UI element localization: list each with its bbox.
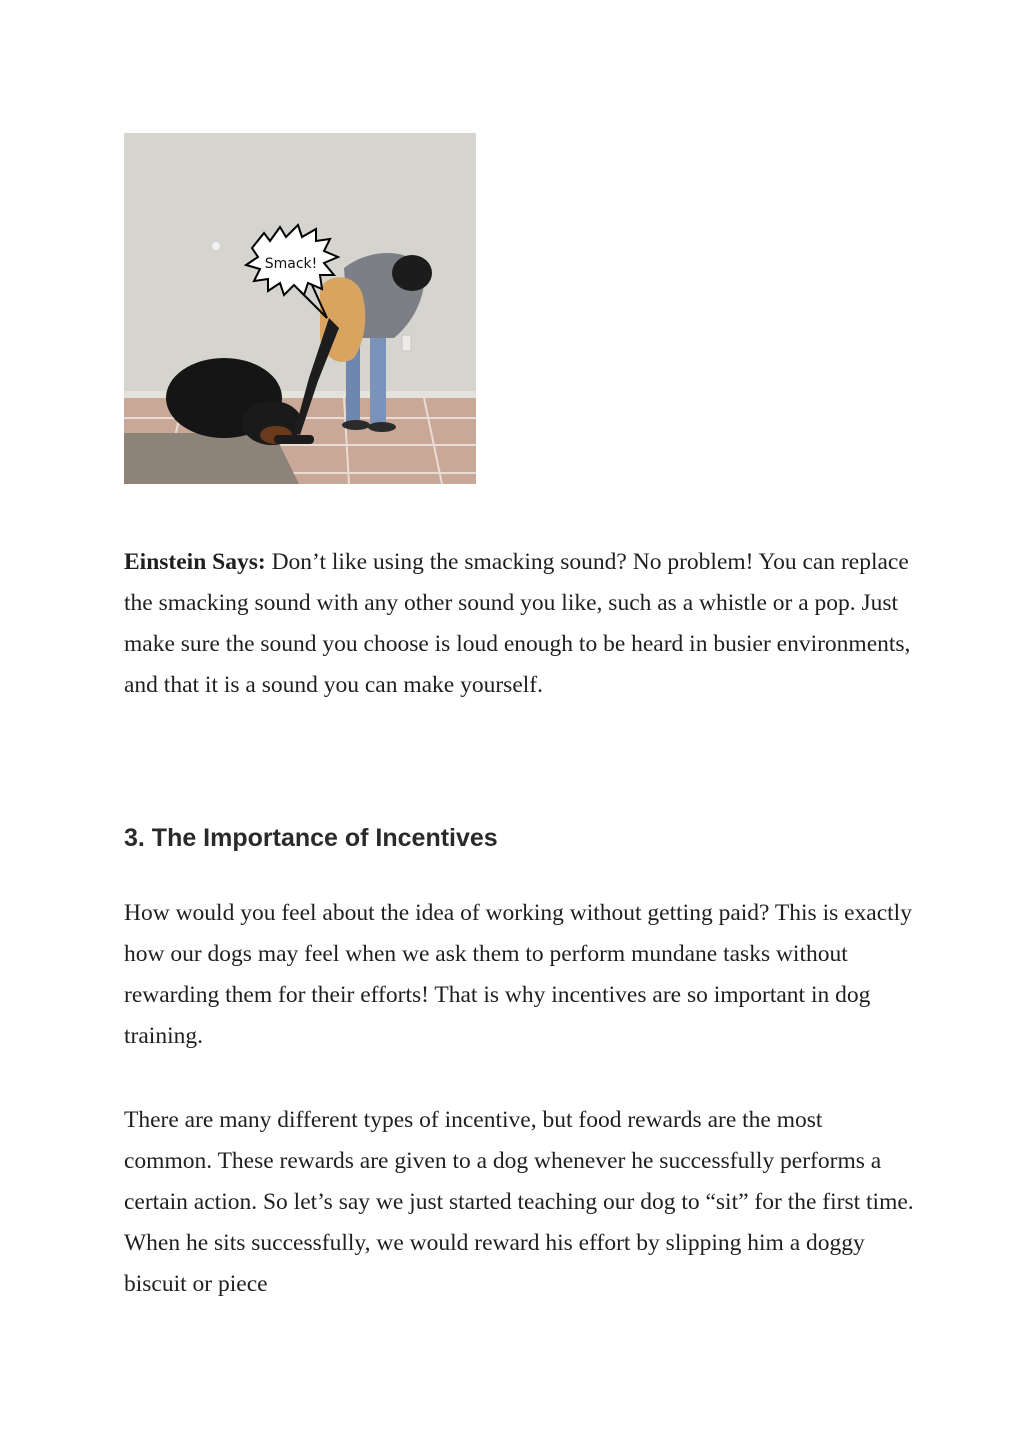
paragraph-incentives-intro: How would you feel about the idea of working without getting paid? This is exactly how our dogs may feel when we ask them to perform mundane tasks without rewarding them for their efforts! That is why incentives are so important in dog training. — [124, 900, 912, 1049]
training-photo — [124, 133, 476, 484]
section-heading: 3. The Importance of Incentives — [124, 824, 498, 852]
paragraph-incentive-types: There are many different types of incentive, but food rewards are the most common. These rewards are given to a dog whenever he successfully performs a certain action. So let’s say we just started teaching our dog to “sit” for the first time. When he sits successfully, we would reward his effort by slipping him a doggy biscuit or piece — [124, 1107, 914, 1297]
einstein-tip-text: Don’t like using the smacking sound? No problem! You can replace the smacking sound with any other sound you like, such as a whistle or a pop. Just make sure the sound you choose is loud enough to be heard in busier environments, and that it is a sound you can make yourself. — [124, 549, 911, 698]
einstein-tip-label: Einstein Says: — [124, 549, 266, 575]
speech-bubble-text: Smack! — [264, 256, 318, 272]
training-photo-illustration — [124, 133, 476, 484]
einstein-tip — [124, 542, 914, 706]
